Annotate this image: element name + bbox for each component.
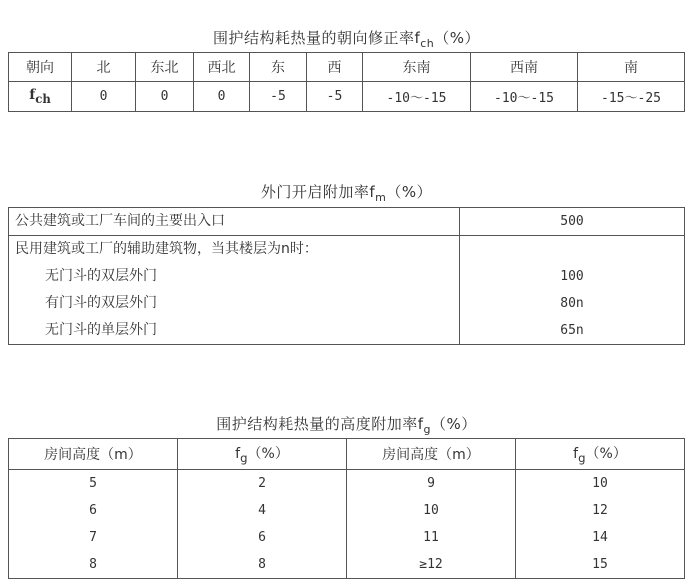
table3-header-fg-tail: （%）: [247, 446, 289, 463]
table1-header-cell: 西: [307, 53, 363, 82]
table3-cell: 4: [258, 503, 266, 518]
table1-header-cell: 东北: [136, 53, 194, 82]
table2-row1-label: [9, 208, 460, 236]
table1-value-cell: -15～-25: [578, 82, 685, 112]
table3-title-main: 围护结构耗热量的高度附加率f: [216, 415, 424, 433]
table1-header-row: [9, 53, 685, 82]
table1-header-cell: 朝向: [9, 53, 72, 82]
table1-title: [0, 27, 693, 50]
table3-cell: 14: [592, 530, 608, 545]
table3-cell: 5: [89, 476, 97, 491]
table2-row1-label-text: 公共建筑或工厂车间的主要出入口: [15, 213, 225, 229]
table2-row1-value: [460, 208, 685, 236]
table1-value-cell: 0: [136, 82, 194, 112]
table1-value-cell: -5: [250, 82, 307, 112]
table1-header-cell: 东: [250, 53, 307, 82]
table2-item-value: 100: [560, 269, 584, 284]
table3-right-heights: [347, 470, 516, 579]
table2-item-value: 65n: [560, 323, 584, 338]
orientation-correction-table: [8, 52, 685, 112]
table3-header-fg: [178, 439, 347, 470]
door-opening-table: [8, 207, 685, 345]
table3-left-heights: [9, 470, 178, 579]
table3-title-sub: g: [423, 423, 431, 436]
table2-item-label: 无门斗的单层外门: [45, 322, 157, 338]
table2-item-label: 无门斗的双层外门: [45, 268, 157, 284]
table3-header-fg-sub: g: [240, 450, 248, 465]
table1-row-label: [9, 82, 72, 112]
table1-value-row: [9, 82, 685, 112]
table3-cell: 6: [258, 530, 266, 545]
table2-title-main: 外门开启附加率f: [260, 183, 376, 201]
table3-cell: 10: [423, 503, 439, 518]
table3-cell: ≥12: [419, 557, 443, 572]
table3-header-height: 房间高度（m）: [347, 439, 516, 470]
table3-header-fg-tail: （%）: [585, 446, 627, 463]
table2-row2-label: [9, 236, 460, 345]
table3-title: [0, 413, 693, 436]
table3-cell: 7: [89, 530, 97, 545]
table2-row2-values: [460, 236, 685, 345]
table1-header-cell: 南: [578, 53, 685, 82]
table3-cell: 6: [89, 503, 97, 518]
table1-value-cell: -10～-15: [471, 82, 578, 112]
table1-value-cell: -10～-15: [363, 82, 471, 112]
table3-cell: 11: [423, 530, 439, 545]
table1-row-label-sub: ch: [35, 91, 51, 106]
table3-cell: 12: [592, 503, 608, 518]
table3-header-fg-main: f: [235, 446, 241, 463]
table2-title-sub: m: [375, 191, 387, 204]
table3-header-fg-main: f: [573, 446, 579, 463]
table3-cell: 15: [592, 557, 608, 572]
table2-title-tail: （%）: [386, 183, 433, 201]
table3-cell: 2: [258, 476, 266, 491]
table2-title: [0, 181, 693, 204]
table3-right-fg: [516, 470, 685, 579]
table1-header-cell: 西南: [471, 53, 578, 82]
table1-title-sub: ch: [420, 37, 435, 50]
table3-cell: 10: [592, 476, 608, 491]
table2-row1-value-text: 500: [560, 214, 584, 229]
table2-spacer: [460, 236, 684, 263]
table3-cell: 8: [258, 557, 266, 572]
table3-cell: 8: [89, 557, 97, 572]
table3-title-tail: （%）: [431, 415, 477, 433]
table3-body: [9, 470, 685, 579]
table2-item-value: 80n: [560, 296, 584, 311]
table3-cell: 9: [427, 476, 435, 491]
table1-header-cell: 北: [72, 53, 136, 82]
table1-row-label-main: f: [29, 87, 36, 104]
table1-value-cell: -5: [307, 82, 363, 112]
height-addition-table: [8, 438, 685, 579]
table1-value-cell: 0: [72, 82, 136, 112]
table3-left-fg: [178, 470, 347, 579]
table2-row-auxiliary: [9, 236, 685, 345]
table2-row-main-entrance: [9, 208, 685, 236]
table3-header-fg: [516, 439, 685, 470]
table2-row2-intro: 民用建筑或工厂的辅助建筑物，当其楼层为n时：: [15, 241, 318, 257]
table2-item-label: 有门斗的双层外门: [45, 295, 157, 311]
table1-title-main: 围护结构耗热量的朝向修正率f: [212, 29, 421, 47]
table3-header-fg-sub: g: [578, 450, 586, 465]
table3-header-row: [9, 439, 685, 470]
table1-header-cell: 东南: [363, 53, 471, 82]
table1-header-cell: 西北: [194, 53, 250, 82]
table1-value-cell: 0: [194, 82, 250, 112]
table3-header-height: 房间高度（m）: [9, 439, 178, 470]
table1-title-tail: （%）: [434, 29, 481, 47]
